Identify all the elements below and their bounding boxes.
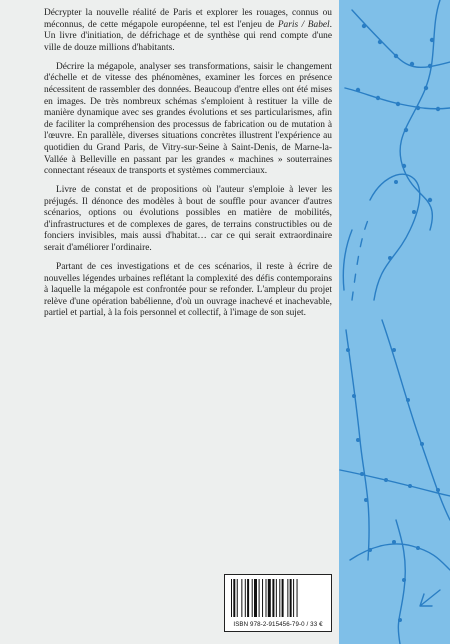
paragraph-1: Décrypter la nouvelle réalité de Paris et explorer les rouages, connus ou méconnus, de cette mégapole européenne, tel est l'enjeu de Paris / Babel. Un livre d'initiation, de défrichage et de synthèse qui rend compte d'une ville de douze millions d'habitants. (44, 8, 332, 53)
back-cover-blurb (44, 8, 332, 327)
paragraph-3: Livre de constat et de propositions où l'auteur s'emploie à lever les préjugés. Il dénonce des modèles à bout de souffle pour avancer d'autres scénarios, options ou évolutions possibles en matière de mobilités, d'infrastructures et de complexes de gares, de terrains constructibles ou de fonciers invisibles, mais aussi d'habitat… car ce qui serait extraordinaire serait d'améliorer l'ordinaire. (44, 185, 332, 254)
isbn-text: ISBN 978-2-915456-79-0 / 33 € (233, 621, 323, 628)
barcode-bars (231, 579, 327, 617)
isbn-barcode (224, 574, 332, 632)
paragraph-2: Décrire la mégapole, analyser ses transformations, saisir le changement d'échelle et de vitesse des phénomènes, examiner les forces en présence nécessitent de rassembler des données. Beaucoup d'entre elles ont été mises en images. De très nombreux schémas s'emploient à restituer la ville de manière dynamique avec ses grandes évolutions et ses particularismes, afin de faciliter la compréhension des processus de fabrication ou de mutation à l'œuvre. En parallèle, diverses situations concrètes illustrent l'expérience au quotidien du Grand Paris, de Vitry-sur-Seine à Saint-Denis, de Marne-la-Vallée à Belleville en passant par les grandes « machines » souterraines connectant réseaux de transports et systèmes commerciaux. (44, 61, 332, 177)
paragraph-4: Partant de ces investigations et de ces scénarios, il reste à écrire de nouvelles légendes urbaines reflétant la complexité des défis contemporains à laquelle la mégapole est confrontée pour se refonder. L'ampleur du projet relève d'une opération babélienne, d'où un ouvrage inachevé et inachevable, partiel et partial, à la fois personnel et collectif, à l'image de son sujet. (44, 262, 332, 319)
